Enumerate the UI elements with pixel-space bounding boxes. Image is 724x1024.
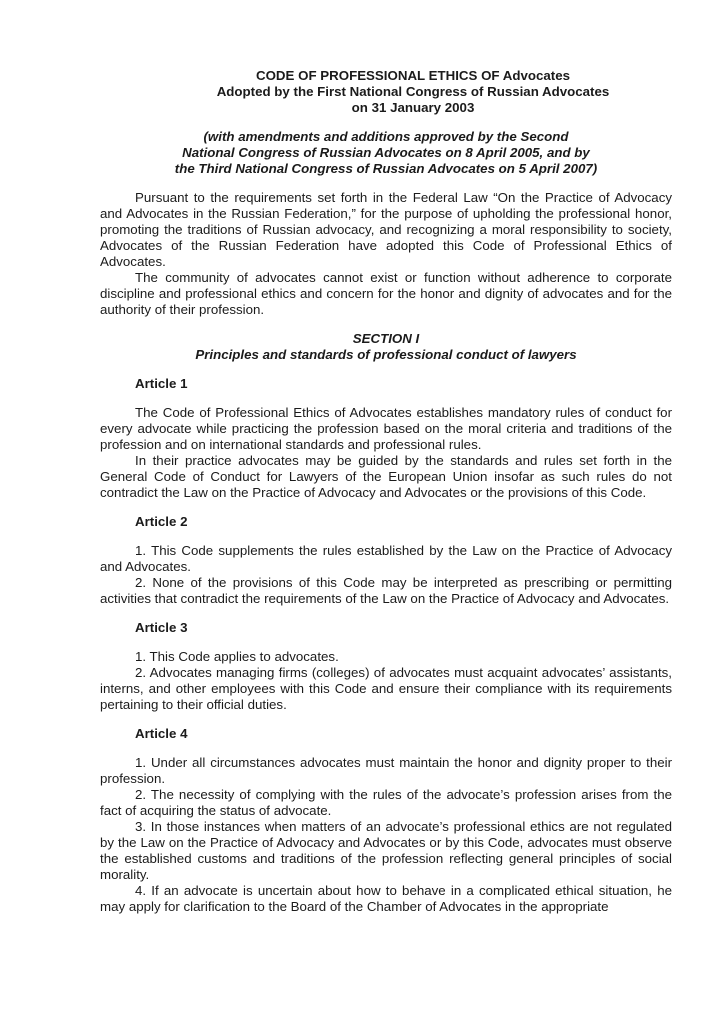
- article-4: [100, 726, 672, 915]
- article-paragraph: 3. In those instances when matters of an advocate’s professional ethics are not regulated by the Law on the Practice of Advocacy and Advocates or by this Code, advocates must observe the established customs and traditions of the profession reflecting general principles of social morality.: [100, 819, 672, 882]
- amendments-line-2: National Congress of Russian Advocates on 8 April 2005, and by: [182, 145, 590, 160]
- article-paragraph: 2. The necessity of complying with the rules of the advocate’s profession arises from the fact of acquiring the status of advocate.: [100, 787, 672, 818]
- article-paragraph: The Code of Professional Ethics of Advocates establishes mandatory rules of conduct for every advocate while practicing the profession based on the moral criteria and traditions of the profession and on international standards and professional rules.: [100, 405, 672, 452]
- article-paragraph: 1. Under all circumstances advocates must maintain the honor and dignity proper to their profession.: [100, 755, 672, 786]
- article-paragraph: 2. Advocates managing firms (colleges) of advocates must acquaint advocates’ assistants, interns, and other employees with this Code and ensure their compliance with its requirements pertaining to their official duties.: [100, 665, 672, 712]
- article-1: [100, 376, 672, 501]
- title-line-2: Adopted by the First National Congress of Russian Advocates: [216, 84, 610, 99]
- title-line-1: CODE OF PROFESSIONAL ETHICS OF Advocates: [255, 68, 570, 83]
- section-title: SECTION I: [352, 331, 420, 346]
- article-4-label: Article 4: [135, 726, 188, 741]
- article-3: [100, 620, 672, 713]
- document-title: [154, 68, 672, 116]
- article-3-label: Article 3: [135, 620, 188, 635]
- preamble-paragraph: The community of advocates cannot exist or function without adherence to corporate discipline and professional ethics and concern for the honor and dignity of advocates and for the authority of their profession.: [100, 270, 672, 317]
- article-paragraph: 2. None of the provisions of this Code may be interpreted as prescribing or permitting activities that contradict the requirements of the Law on the Practice of Advocacy and Advocates.: [100, 575, 672, 606]
- amendments-line-3: the Third National Congress of Russian Advocates on 5 April 2007): [174, 161, 598, 176]
- article-paragraph: 1. This Code applies to advocates.: [135, 649, 339, 664]
- article-paragraph: In their practice advocates may be guided by the standards and rules set forth in the General Code of Conduct for Lawyers of the European Union insofar as such rules do not contradict the Law on the Practice of Advocacy and Advocates or the provisions of this Code.: [100, 453, 672, 500]
- preamble: [100, 190, 672, 318]
- preamble-paragraph: Pursuant to the requirements set forth in the Federal Law “On the Practice of Advocacy and Advocates in the Russian Federation,” for the purpose of upholding the professional honor, promoting the traditions of Russian advocacy, and recognizing a moral responsibility to society, Advocates of the Russian Federation have adopted this Code of Professional Ethics of Advocates.: [100, 190, 672, 269]
- section-subtitle: Principles and standards of professional conduct of lawyers: [195, 347, 577, 362]
- article-2-label: Article 2: [135, 514, 188, 529]
- article-paragraph: 4. If an advocate is uncertain about how to behave in a complicated ethical situation, he may apply for clarification to the Board of the Chamber of Advocates in the appropriate: [100, 883, 672, 914]
- title-line-3: on 31 January 2003: [351, 100, 475, 115]
- article-2: [100, 514, 672, 607]
- amendments-line-1: (with amendments and additions approved by the Second: [203, 129, 569, 144]
- article-paragraph: 1. This Code supplements the rules established by the Law on the Practice of Advocacy and Advocates.: [100, 543, 672, 574]
- section-heading: [100, 331, 672, 363]
- amendments-note: [100, 129, 672, 177]
- article-1-label: Article 1: [135, 376, 188, 391]
